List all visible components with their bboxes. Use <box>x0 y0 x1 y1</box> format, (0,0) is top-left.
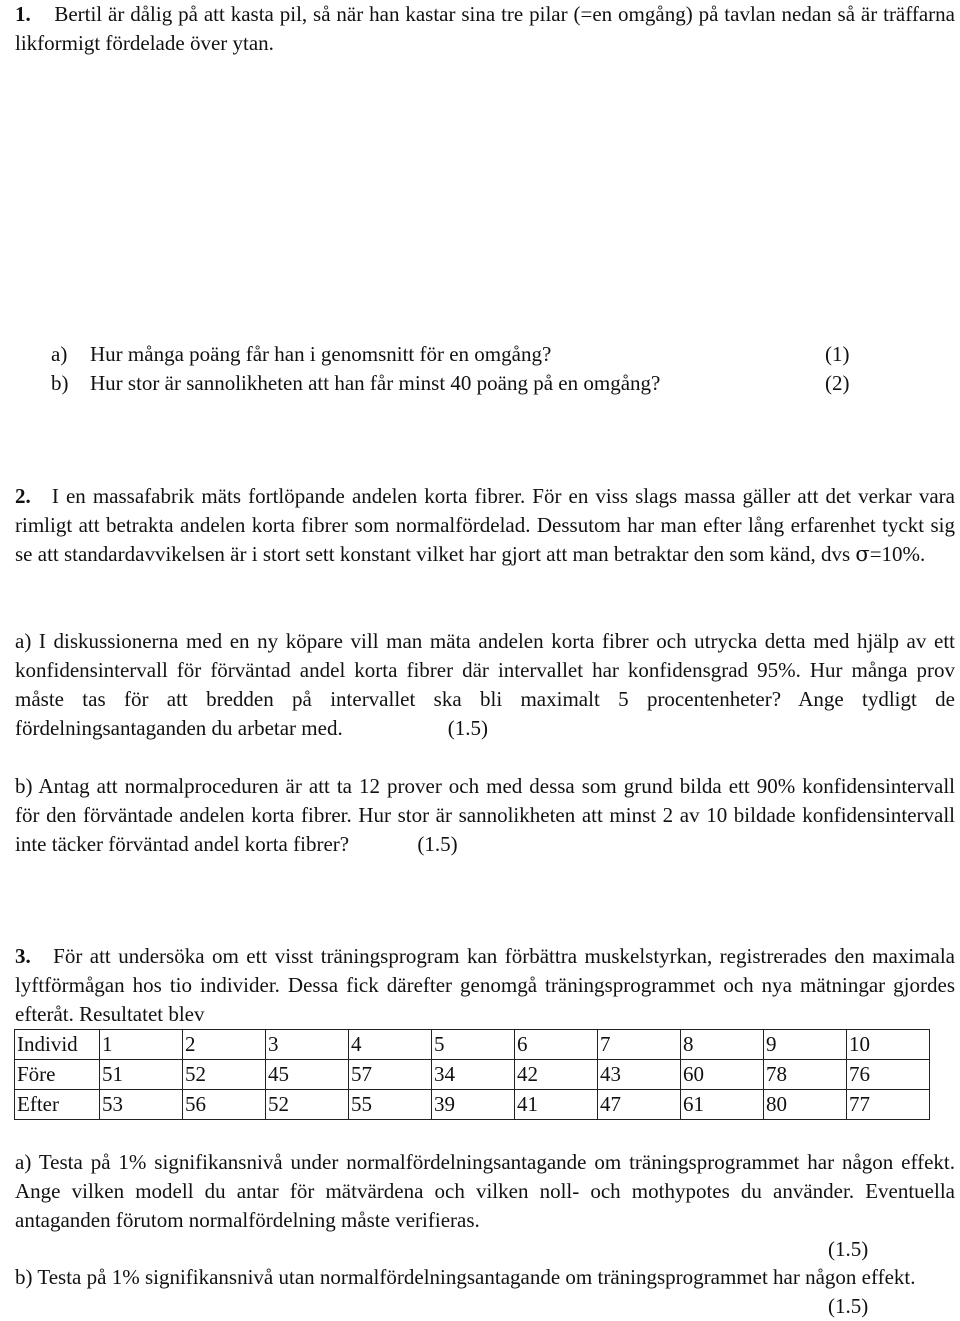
table-cell: 10 <box>847 1030 930 1060</box>
question-3a-points-row <box>15 1235 955 1264</box>
question-1-text: Bertil är dålig på att kasta pil, så när han kastar sina tre pilar (=en omgång) på tavlan nedan så är träffarna likformigt fördelade över ytan. <box>15 2 955 55</box>
question-1b-label: b) <box>51 371 69 395</box>
question-3a <box>15 1148 955 1235</box>
table-cell: 7 <box>598 1030 681 1060</box>
table-row <box>15 1090 930 1120</box>
table-cell: 53 <box>100 1090 183 1120</box>
question-3b <box>15 1263 955 1292</box>
question-2b-text: b) Antag att normalproceduren är att ta 12 prover och med dessa som grund bilda ett 90% konfidensintervall för den förväntade andelen korta fibrer. Hur stor är sannolikheten att minst 2 av 10 bildade konfidensintervall inte täcker förväntad andel korta fibrer? <box>15 774 955 856</box>
question-1b-text: Hur stor är sannolikheten att han får minst 40 poäng på en omgång? <box>90 371 661 395</box>
question-3-intro <box>15 942 955 1029</box>
question-3b-points-row <box>15 1292 955 1321</box>
table-cell: 52 <box>183 1060 266 1090</box>
question-2-number: 2. <box>15 484 31 508</box>
question-2-text-end: =10%. <box>869 542 926 566</box>
table-cell: 2 <box>183 1030 266 1060</box>
table-cell: 77 <box>847 1090 930 1120</box>
table-row <box>15 1060 930 1090</box>
table-cell: 56 <box>183 1090 266 1120</box>
table-cell: 55 <box>349 1090 432 1120</box>
question-1a-label: a) <box>51 342 68 366</box>
question-3a-points: (1.5) <box>828 1237 869 1261</box>
table-cell: 1 <box>100 1030 183 1060</box>
question-3b-points: (1.5) <box>828 1294 869 1318</box>
question-2b <box>15 772 955 859</box>
table-cell: 6 <box>515 1030 598 1060</box>
table-row-label: Individ <box>15 1030 100 1060</box>
question-3-text: För att undersöka om ett visst träningsprogram kan förbättra muskelstyrkan, registrerades den maximala lyftförmågan hos tio individer. Dessa fick därefter genomgå träningsprogrammet och nya mätningar gjordes efteråt. Resultatet blev <box>15 944 955 1026</box>
question-1a-text: Hur många poäng får han i genomsnitt för en omgång? <box>90 342 552 366</box>
question-1b <box>15 369 955 398</box>
table-cell: 45 <box>266 1060 349 1090</box>
question-1-intro <box>15 0 955 58</box>
table-cell: 52 <box>266 1090 349 1120</box>
table-cell: 80 <box>764 1090 847 1120</box>
table-cell: 5 <box>432 1030 515 1060</box>
table-cell: 9 <box>764 1030 847 1060</box>
question-2a-points: (1.5) <box>447 716 488 740</box>
table-row <box>15 1030 930 1060</box>
table-row-label: Före <box>15 1060 100 1090</box>
table-cell: 43 <box>598 1060 681 1090</box>
question-1b-points: (2) <box>825 371 850 395</box>
table-cell: 76 <box>847 1060 930 1090</box>
question-2-intro <box>15 482 955 569</box>
question-1a-points: (1) <box>825 342 850 366</box>
table-cell: 57 <box>349 1060 432 1090</box>
table-cell: 41 <box>515 1090 598 1120</box>
question-2a <box>15 627 955 743</box>
table-cell: 39 <box>432 1090 515 1120</box>
question-3-number: 3. <box>15 944 31 968</box>
table-cell: 61 <box>681 1090 764 1120</box>
table-cell: 51 <box>100 1060 183 1090</box>
results-table <box>14 1029 930 1120</box>
table-cell: 42 <box>515 1060 598 1090</box>
question-1-number: 1. <box>15 2 31 26</box>
sigma-symbol: σ <box>855 542 870 566</box>
table-cell: 8 <box>681 1030 764 1060</box>
table-cell: 60 <box>681 1060 764 1090</box>
question-2b-points: (1.5) <box>417 832 458 856</box>
question-1a <box>15 340 955 369</box>
table-cell: 47 <box>598 1090 681 1120</box>
table-cell: 3 <box>266 1030 349 1060</box>
question-2-text: I en massafabrik mäts fortlöpande andelen korta fibrer. För en viss slags massa gäller att det verkar vara rimligt att betrakta andelen korta fibrer som normalfördelad. Dessutom har man efter lång erfarenhet tyckt sig se att standardavvikelsen är i stort sett konstant vilket har gjort att man betraktar den som känd, dvs <box>15 484 955 566</box>
table-cell: 34 <box>432 1060 515 1090</box>
question-2a-text: a) I diskussionerna med en ny köpare vill man mäta andelen korta fibrer och utrycka detta med hjälp av ett konfidensintervall för förväntad andel korta fibrer där intervallet har konfidensgrad 95%. Hur många prov måste tas för att bredden på intervallet ska bli maximalt 5 procentenheter? Ange tydligt de fördelningsantaganden du arbetar med. <box>15 629 955 740</box>
question-3b-text: b) Testa på 1% signifikansnivå utan normalfördelningsantagande om träningsprogrammet har någon effekt. <box>15 1265 916 1289</box>
table-cell: 78 <box>764 1060 847 1090</box>
table-cell: 4 <box>349 1030 432 1060</box>
question-3a-text: a) Testa på 1% signifikansnivå under normalfördelningsantagande om träningsprogrammet har någon effekt. Ange vilken modell du antar för mätvärdena och vilken noll- och mothypotes du använder. Eventuella antaganden förutom normalfördelning måste verifieras. <box>15 1150 955 1232</box>
table-row-label: Efter <box>15 1090 100 1120</box>
